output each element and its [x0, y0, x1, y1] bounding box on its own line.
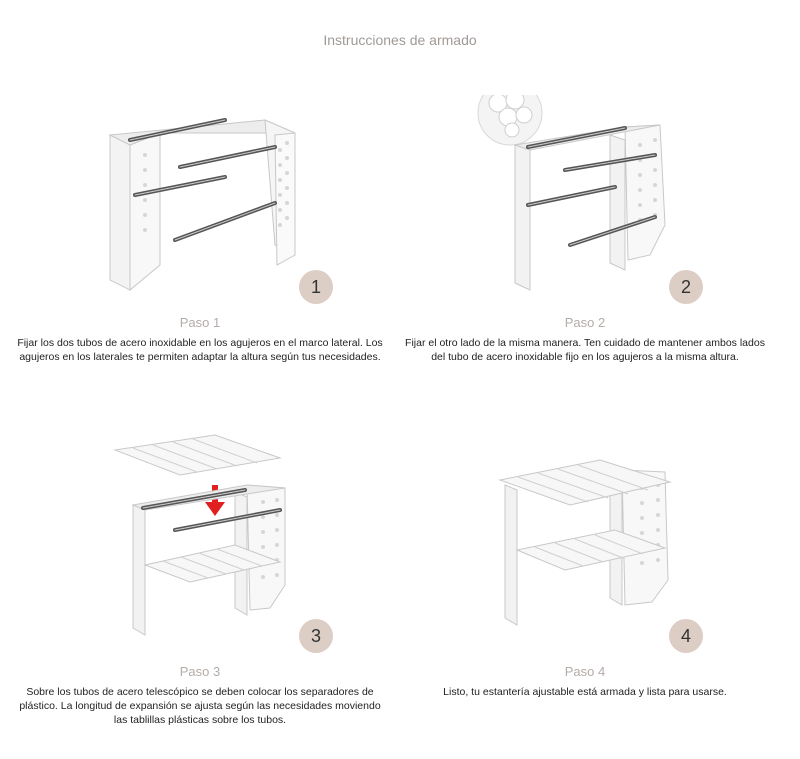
step-1-illustration [15, 95, 385, 305]
step-1-badge: 1 [299, 270, 333, 304]
step-4-illustration [400, 430, 770, 640]
step-2-description: Fijar el otro lado de la misma manera. Ten cuidado de mantener ambos lados del tubo de acero inoxidable fijo en los agujeros a la misma altura. [405, 337, 765, 363]
step-4-description: Listo, tu estantería ajustable está armada y lista para usarse. [443, 686, 727, 698]
step-2-badge: 2 [669, 270, 703, 304]
step-3 [15, 430, 385, 730]
shelf-frame [515, 125, 665, 290]
plastic-shelf-panel [115, 435, 280, 475]
step-4-badge: 4 [669, 619, 703, 653]
step-1-description: Fijar los dos tubos de acero inoxidable en los agujeros en el marco lateral. Los agujeros en los laterales te permiten adaptar la altura según tus necesidades. [17, 337, 383, 363]
step-4 [400, 430, 770, 730]
step-3-description: Sobre los tubos de acero telescópico se deben colocar los separadores de plástico. La longitud de expansión se ajusta según las necesidades moviendo las tablillas plásticas sobre los tubos. [19, 686, 381, 726]
step-2 [400, 95, 770, 385]
step-1 [15, 95, 385, 385]
screw-caps-icon [478, 95, 542, 145]
step-3-illustration [15, 430, 385, 640]
step-3-label: Paso 3 [179, 664, 221, 679]
page-title: Instrucciones de armado [323, 32, 477, 48]
step-4-label: Paso 4 [564, 664, 606, 679]
step-1-label: Paso 1 [179, 315, 221, 330]
step-3-badge: 3 [299, 619, 333, 653]
step-2-illustration [400, 95, 770, 305]
step-2-label: Paso 2 [564, 315, 606, 330]
